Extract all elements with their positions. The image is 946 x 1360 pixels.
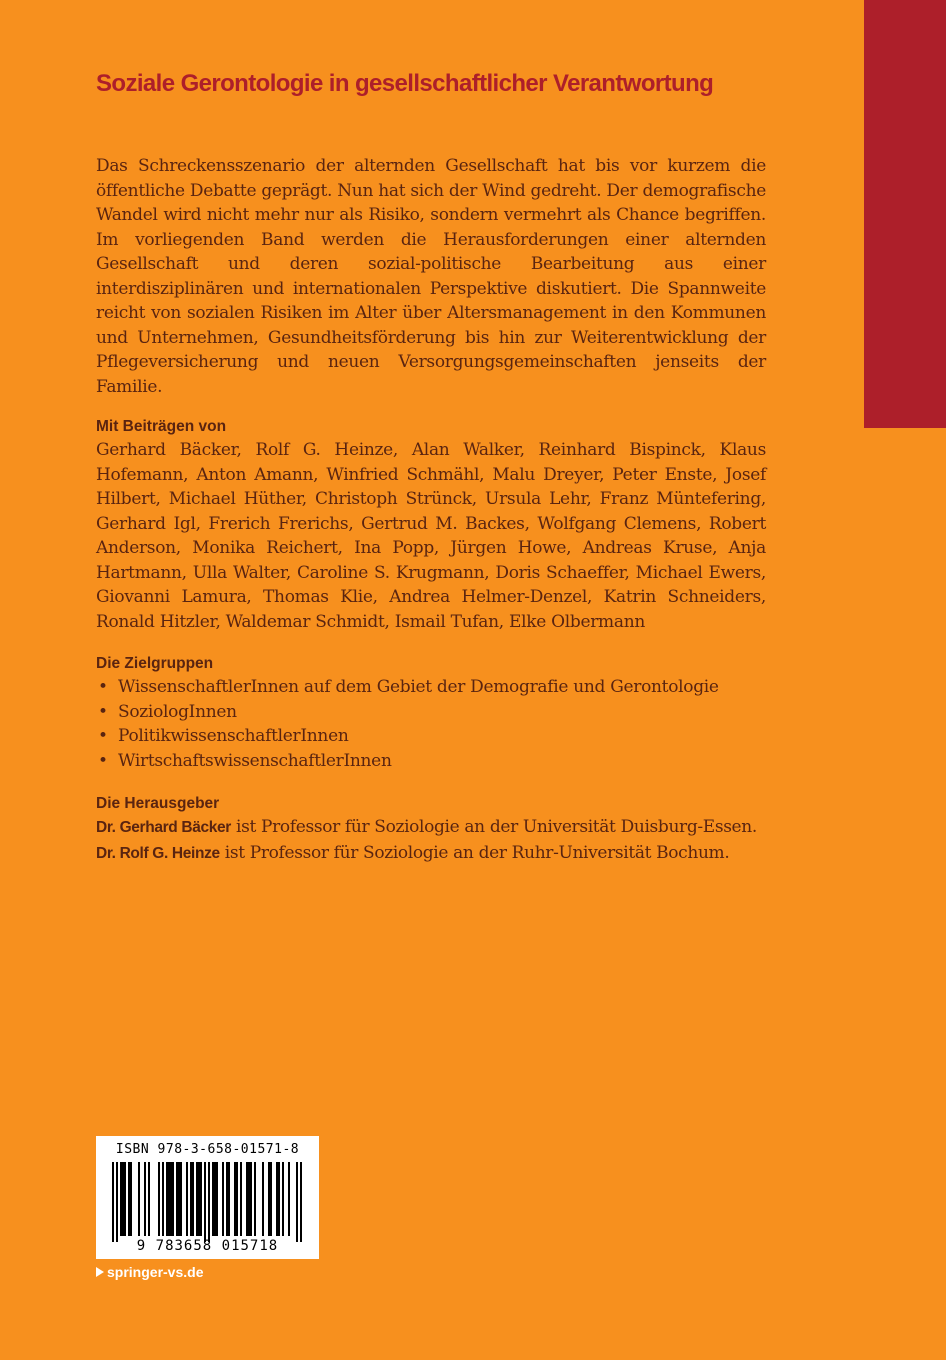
barcode-bar [236,1162,238,1236]
barcode-bar [168,1162,170,1236]
barcode-bar [300,1162,302,1242]
editor-entry [96,815,766,841]
barcode-bar [186,1162,188,1236]
barcode-bar [254,1162,256,1236]
barcode-bar [216,1162,218,1236]
list-item-text: SoziologInnen [118,701,237,722]
barcode-bar [214,1162,216,1236]
contributors-heading: Mit Beiträgen von [96,418,227,435]
barcode-box [96,1136,319,1259]
editor-bio: ist Professor für Soziologie an der Ruhr-Universität Bochum. [219,842,730,863]
barcode-bar [240,1162,242,1236]
barcode-bar [166,1162,168,1236]
barcode-bar [212,1162,214,1236]
barcode-bar [248,1162,250,1236]
book-title: Soziale Gerontologie in gesellschaftlicher Verantwortung [96,70,714,97]
ean-number: 9 783658 015718 [136,1238,279,1254]
barcode-bar [190,1162,192,1236]
barcode-bar [276,1162,278,1236]
barcode-bar [198,1162,200,1236]
barcode-bar [130,1162,132,1236]
website-link[interactable]: springer-vs.de [107,1264,204,1280]
bullet-icon: • [98,750,108,771]
barcode-bar [162,1162,164,1236]
barcode-bar [176,1162,178,1236]
barcode-bar [192,1162,194,1236]
editor-name: Dr. Gerhard Bäcker [96,819,231,836]
list-item [96,700,766,725]
barcode-bar [226,1162,228,1236]
cover-content [96,70,766,866]
barcode-bar [144,1162,146,1236]
barcode-bar [148,1162,150,1236]
list-item [96,675,766,700]
bullet-icon: • [98,677,108,697]
barcode-bar [200,1162,202,1236]
barcode-bar [268,1162,270,1236]
barcode-bar [296,1162,298,1242]
barcode-bar [158,1162,160,1236]
barcode-bar [112,1162,114,1242]
target-groups-heading: Die Zielgruppen [96,655,214,672]
isbn-number: ISBN 978-3-658-01571-8 [115,1142,300,1157]
editors-heading: Die Herausgeber [96,795,220,812]
red-band [864,0,946,428]
bullet-icon: • [98,726,108,746]
barcode-bar [122,1162,124,1236]
arrow-right-icon [96,1267,104,1277]
barcode-bar [288,1162,290,1236]
barcode-bar [234,1162,236,1236]
barcode-bar [180,1162,182,1236]
barcode-bar [250,1162,252,1236]
barcode-bar [172,1162,174,1236]
barcode-bar [228,1162,230,1236]
barcode-bar [262,1162,264,1236]
bullet-icon: • [98,701,108,722]
barcode-bar [222,1162,224,1236]
barcode-bar [246,1162,248,1236]
barcode-bar [208,1162,210,1242]
editor-bio: ist Professor für Soziologie an der Universität Duisburg-Essen. [231,817,757,837]
editor-entry [96,841,766,867]
barcode-bar [278,1162,280,1236]
barcode-bar [196,1162,198,1236]
contributors-list: Gerhard Bäcker, Rolf G. Heinze, Alan Walker, Reinhard Bispinck, Klaus Hofemann, Anton Amann, Winfried Schmähl, Malu Dreyer, Peter Enste, Josef Hilbert, Michael Hüther, Christoph Strünck, Ursula Lehr, Franz Müntefering, Gerhard Igl, Frerich Frerichs, Gertrud M. Backes, Wolfgang Clemens, Robert Anderson, Monika Reichert, Ina Popp, Jürgen Howe, Andreas Kruse, Anja Hartmann, Ulla Walter, Caroline S. Krugmann, Doris Schaeffer, Michael Ewers, Giovanni Lamura, Thomas Klie, Andrea Helmer-Denzel, Katrin Schneiders, Ronald Hitzler, Waldemar Schmidt, Ismail Tufan, Elke Olbermann [96,440,766,632]
editor-name: Dr. Rolf G. Heinze [96,844,220,862]
list-item-text: PolitikwissenschaftlerInnen [118,726,349,746]
barcode-bar [120,1162,122,1236]
barcode-bar [138,1162,140,1236]
barcode-bar [282,1162,284,1236]
list-item [96,724,766,749]
list-item-text: WirtschaftswissenschaftlerInnen [118,750,392,771]
barcode-bar [170,1162,172,1236]
barcode-bar [178,1162,180,1236]
target-groups-list [96,675,766,773]
barcode-bar [270,1162,272,1236]
list-item [96,749,766,774]
barcode-bar [116,1162,118,1242]
list-item-text: WissenschaftlerInnen auf dem Gebiet der Demografie und Gerontologie [118,677,719,697]
barcode-bar [124,1162,126,1236]
barcode-bar [204,1162,206,1242]
book-description: Das Schreckensszenario der alternden Gesellschaft hat bis vor kurzem die öffentliche Debatte geprägt. Nun hat sich der Wind gedreht. Der demografische Wandel wird nicht mehr nur als Risiko, sondern vermehrt als Chance begriffen. Im vorliegenden Band werden die Herausforderungen einer alternden Gesellschaft und deren sozial-politische Bearbeitung aus einer interdisziplinären und internationalen Perspektive diskutiert. Die Spannweite reicht von sozialen Risiken im Alter über Altersmanagement in den Kommunen und Unternehmen, Gesundheitsförderung bis hin zur Weiterentwicklung der Pflegeversicherung und neuen Versorgungsgemeinschaften jenseits der Familie. [96,156,766,397]
publisher-website[interactable] [96,1264,203,1280]
barcode-bar [128,1162,130,1236]
